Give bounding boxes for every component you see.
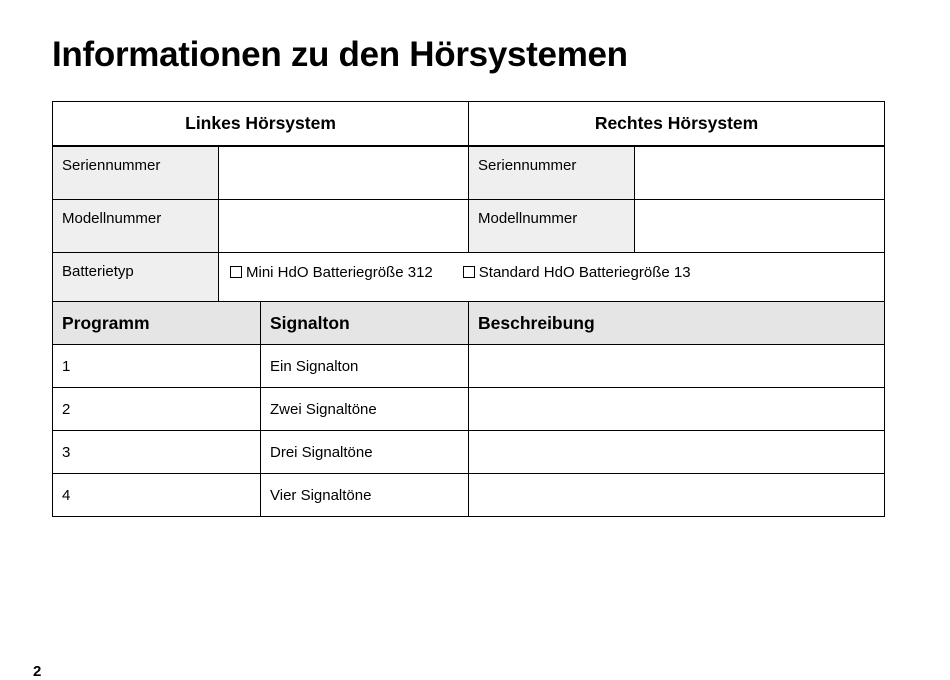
description-field[interactable] (469, 431, 885, 474)
page-number: 2 (33, 663, 42, 680)
right-model-number-label: Modellnummer (469, 200, 635, 253)
device-table-header-row (53, 102, 885, 147)
battery-option-standard[interactable] (463, 264, 691, 281)
left-model-number-field[interactable] (219, 200, 469, 253)
signal-column-header: Signalton (261, 302, 469, 345)
left-serial-number-field[interactable] (219, 146, 469, 200)
battery-type-row (53, 253, 885, 307)
program-table (52, 301, 885, 517)
right-hearing-system-header: Rechtes Hörsystem (469, 102, 885, 147)
program-table-header-row (53, 302, 885, 345)
program-number: 2 (53, 388, 261, 431)
table-row (53, 431, 885, 474)
table-row (53, 388, 885, 431)
battery-option-standard-label: Standard HdO Batteriegröße 13 (478, 264, 691, 281)
program-number: 1 (53, 345, 261, 388)
hearing-system-info-table (52, 101, 885, 307)
checkbox-icon[interactable] (463, 266, 475, 278)
battery-type-options (219, 253, 885, 307)
description-column-header: Beschreibung (469, 302, 885, 345)
right-serial-number-label: Seriennummer (469, 146, 635, 200)
left-model-number-label: Modellnummer (53, 200, 219, 253)
left-hearing-system-header: Linkes Hörsystem (53, 102, 469, 147)
left-serial-number-label: Seriennummer (53, 146, 219, 200)
checkbox-icon[interactable] (230, 266, 242, 278)
signal-tone: Vier Signaltöne (261, 474, 469, 517)
battery-option-mini[interactable] (230, 264, 433, 281)
signal-tone: Drei Signaltöne (261, 431, 469, 474)
signal-tone: Zwei Signaltöne (261, 388, 469, 431)
program-column-header: Programm (53, 302, 261, 345)
signal-tone: Ein Signalton (261, 345, 469, 388)
right-serial-number-field[interactable] (635, 146, 885, 200)
program-number: 4 (53, 474, 261, 517)
table-row (53, 345, 885, 388)
table-row (53, 474, 885, 517)
description-field[interactable] (469, 345, 885, 388)
page-title: Informationen zu den Hörsystemen (52, 35, 628, 74)
right-model-number-field[interactable] (635, 200, 885, 253)
battery-option-mini-label: Mini HdO Batteriegröße 312 (246, 264, 433, 281)
description-field[interactable] (469, 388, 885, 431)
serial-number-row (53, 146, 885, 200)
description-field[interactable] (469, 474, 885, 517)
battery-type-label: Batterietyp (53, 253, 219, 307)
model-number-row (53, 200, 885, 253)
program-number: 3 (53, 431, 261, 474)
